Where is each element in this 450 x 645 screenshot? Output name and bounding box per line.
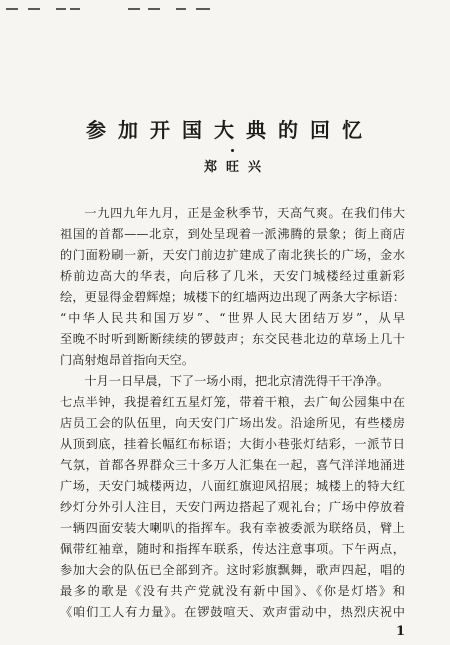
text-line: 广场，天安门城楼两边，八面红旗迎风招展；城楼上的特大红 (60, 479, 405, 493)
title-separator-dot (231, 149, 234, 152)
text-line: 《咱们工人有力量》。在锣鼓喧天、欢声雷动中，热烈庆祝中 (60, 605, 405, 619)
text-line: 七点半钟，我提着红五星灯笼，带着干粮，去广甸公园集中在 (60, 395, 405, 409)
text-line: 纱灯分外引人注目，天安门两边搭起了观礼台；广场中停放着 (60, 500, 405, 514)
text-line: 十月一日早晨，下了一场小雨，把北京清洗得干干净净。 (84, 374, 390, 388)
article-author: 郑旺兴 (204, 160, 271, 175)
text-line: 参加大会的队伍已全部到齐。这时彩旗飘舞，歌声四起，唱的 (60, 563, 405, 577)
text-line: 一九四九年九月，正是金秋季节，天高气爽。在我们伟大 (84, 206, 405, 220)
scan-mark (148, 8, 160, 10)
article-title: 参加开国大典的回忆 (86, 118, 374, 142)
text-line: 祖国的首都——北京，到处呈现着一派沸腾的景象；街上商店 (60, 227, 405, 241)
scan-mark (176, 8, 186, 10)
text-line: 最多的歌是《没有共产党就没有新中国》、《你是灯塔》和 (60, 584, 405, 598)
scan-mark (70, 8, 80, 10)
text-line: 从顶到底，挂着长幅红布标语；大街小巷张灯结彩，一派节日 (60, 437, 405, 451)
scan-mark (196, 8, 210, 10)
text-line: 门高射炮昂首指向天空。 (60, 353, 195, 367)
scan-mark (128, 8, 140, 10)
scan-edge-marks (0, 8, 230, 12)
scan-mark (6, 8, 18, 10)
text-line: 一辆四面安装大喇叭的指挥车。我有幸被委派为联络员，臂上 (60, 521, 405, 535)
text-line: 店员工会的队伍里，向天安门广场出发。沿途所见，有些楼房 (60, 416, 405, 430)
scan-mark (56, 8, 66, 10)
text-line: 桥前边高大的华表，向后移了几米，天安门城楼经过重新彩 (60, 269, 405, 283)
text-line: 绘，更显得金碧辉煌；城楼下的红墙两边出现了两条大字标语： (60, 290, 405, 304)
text-line: 至晚不时听到断断续续的锣鼓声；东交民巷北边的草场上几十 (60, 332, 405, 346)
page-number: 1 (396, 624, 406, 639)
text-line: 的门面粉刷一新，天安门前边扩建成了南北狭长的广场，金水 (60, 248, 405, 262)
text-line: “中华人民共和国万岁”、“世界人民大团结万岁”，从早 (60, 311, 405, 325)
scan-mark (28, 8, 40, 10)
article-body (60, 203, 405, 623)
text-line: 佩带红袖章，随时和指挥车联系，传达注意事项。下午两点， (60, 542, 405, 556)
text-line: 气氛，首都各界群众三十多万人汇集在一起，喜气洋洋地涌进 (60, 458, 405, 472)
